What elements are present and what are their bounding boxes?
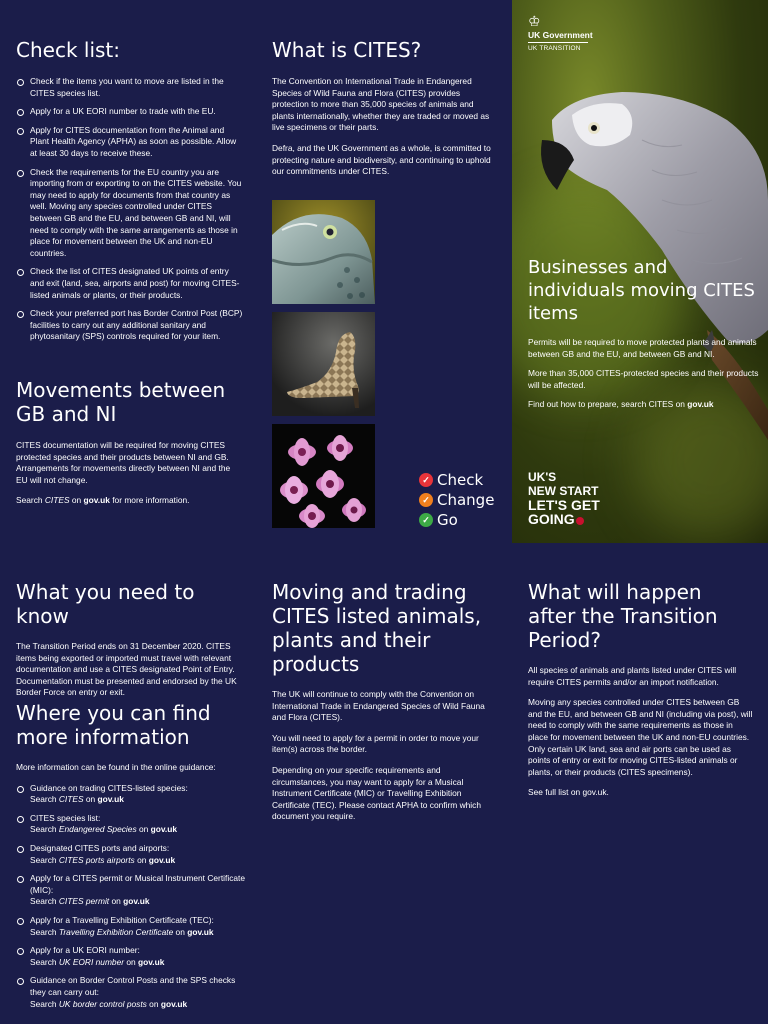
movements-body: CITES documentation will be required for moving CITES protected species and their products between NI and GB. Arrangements for movements directly between NI and the EU will not change. — [16, 440, 231, 485]
need-to-know-section — [16, 580, 246, 699]
gov-uk-link[interactable]: gov.uk — [83, 495, 110, 506]
movements-search: Search CITES on gov.uk for more information. — [16, 495, 190, 506]
gov-uk-link[interactable]: gov.uk — [97, 794, 124, 805]
what-is-cites-p2: Defra, and the UK Government as a whole, is committed to protecting nature and biodiversity, and continuing to uphold our commitments under CITES. — [272, 142, 491, 177]
check-change-go-logo — [419, 470, 494, 530]
list-item: Apply for a UK EORI number: Search UK EORI number on gov.uk — [16, 945, 246, 968]
list-item: Check if the items you want to move are listed in the CITES species list. — [16, 76, 244, 99]
hero-p2: More than 35,000 CITES-protected species and their products will be affected. — [528, 368, 759, 390]
gov-uk-link[interactable]: gov.uk — [148, 854, 176, 865]
find-info-title: Where you can find more information — [16, 701, 211, 749]
union-flag-icon — [576, 517, 584, 525]
movements-section — [16, 378, 244, 507]
list-item: Guidance on trading CITES-listed species: Search CITES on gov.uk — [16, 783, 246, 806]
list-item: Check your preferred port has Border Control Post (BCP) facilities to carry out any additional sanitary and phytosanitary (SPS) controls required for your item. — [16, 308, 244, 343]
check-icon: ✓ — [419, 473, 433, 487]
checklist-list — [16, 76, 244, 343]
after-transition-section — [528, 580, 754, 799]
list-item: Guidance on Border Control Posts and the SPS checks they can carry out: Search UK border control posts on gov.uk — [16, 975, 246, 1010]
what-is-cites-p1: The Convention on International Trade in Endangered Species of Wild Fauna and Flora (CITES) provides protection to more than 35,000 species of animals and plants internationally, whether they are traded or moved as live specimens or their parts. — [272, 76, 490, 133]
change-badge: ✓ Change — [419, 490, 494, 510]
new-start-brand: UK'S NEW START LET'S GET GOING — [528, 470, 600, 527]
list-item: Check the requirements for the EU country you are importing from or exporting to on the CITES website. You may need to apply for documents from that country as well. Moving any species controlled under CITES between GB and the EU, and between GB and NI, will need to comply with the same arrangements as those in place for movement between the UK and non-EU countries. — [16, 167, 244, 260]
gov-uk-link[interactable]: gov.uk — [160, 998, 188, 1009]
list-item: Apply for a Travelling Exhibition Certificate (TEC): Search Travelling Exhibition Certificate on gov.uk — [16, 915, 246, 938]
moving-trading-section — [272, 580, 494, 823]
snakeskin-shoe-photo — [272, 312, 375, 416]
uk-government-logo: ♔ UK Government UK TRANSITION — [528, 13, 593, 52]
gov-uk-link[interactable]: gov.uk — [150, 824, 177, 835]
gov-uk-link[interactable]: gov.uk — [138, 956, 165, 967]
list-item: Designated CITES ports and airports: Search CITES ports airports on gov.uk — [16, 843, 246, 866]
list-item: Apply for CITES documentation from the Animal and Plant Health Agency (APHA) as soon as possible. Allow at least 30 days to receive these. — [16, 125, 244, 160]
lizard-photo — [272, 200, 375, 304]
checklist-title: Check list: — [16, 38, 120, 62]
what-is-cites-title: What is CITES? — [272, 38, 422, 62]
checklist-section — [16, 38, 244, 350]
find-info-intro: More information can be found in the online guidance: — [16, 762, 216, 772]
moving-trading-p1: The UK will continue to comply with the Convention on International Trade in Endangered Species of Wild Fauna and Flora (CITES). — [272, 689, 485, 723]
after-transition-p3: See full list on gov.uk. — [528, 787, 609, 798]
gov-uk-link[interactable]: gov.uk — [687, 399, 714, 410]
hero-p1: Permits will be required to move protected plants and animals between GB and the EU, and between GB and NI. — [528, 337, 757, 359]
after-transition-title: What will happen after the Transition Period? — [528, 580, 718, 652]
hero-p3: Find out how to prepare, search CITES on gov.uk — [528, 399, 714, 410]
need-to-know-body: The Transition Period ends on 31 December 2020. CITES items being exported or imported must travel with relevant documentation and use a CITES designated Point of Entry. Documentation must be presented and endorsed by the UK Border Force on entry or exit. — [16, 641, 237, 698]
orchid-photo — [272, 424, 375, 528]
gov-uk-link[interactable]: gov.uk — [187, 926, 214, 937]
hero-panel — [512, 0, 768, 543]
after-transition-p1: All species of animals and plants listed under CITES will require CITES permits and/or an import notification. — [528, 665, 737, 687]
check-icon: ✓ — [419, 493, 433, 507]
list-item: Check the list of CITES designated UK points of entry and exit (land, sea, airports and post) for moving CITES-listed animals or plants, or their products. — [16, 266, 244, 301]
hero-text — [528, 256, 760, 419]
go-badge: ✓ Go — [419, 510, 494, 530]
crown-crest-icon: ♔ — [528, 13, 541, 29]
check-badge: ✓ Check — [419, 470, 494, 490]
hero-title: Businesses and individuals moving CITES items — [528, 257, 755, 324]
moving-trading-title: Moving and trading CITES listed animals, plants and their products — [272, 580, 482, 676]
list-item: CITES species list: Search Endangered Species on gov.uk — [16, 813, 246, 836]
list-item: Apply for a UK EORI number to trade with the EU. — [16, 106, 244, 118]
find-info-section — [16, 701, 246, 1017]
what-is-cites-section — [272, 38, 494, 178]
gov-uk-link[interactable]: gov.uk — [123, 896, 150, 907]
after-transition-p2: Moving any species controlled under CITES between GB and the EU, and between GB and NI (including via post), will need to comply with the same requirements as those in place for movement between the UK and non-EU countries. Only certain UK land, sea and air ports can be used as points of entry or exit for moving CITES-listed animals or plants, or their products (CITES specimens). — [528, 697, 753, 777]
need-to-know-title: What you need to know — [16, 580, 195, 628]
find-info-list — [16, 783, 246, 1011]
moving-trading-p3: Depending on your specific requirements and circumstances, you may want to apply for a Musical Instrument Certificate (MIC) or Travelling Exhibition Certificate (TEC). Please contact APHA to confirm which document you require. — [272, 764, 481, 822]
moving-trading-p2: You will need to apply for a permit in order to move your item(s) across the border. — [272, 732, 479, 755]
list-item: Apply for a CITES permit or Musical Instrument Certificate (MIC): Search CITES permit on gov.uk — [16, 873, 246, 908]
movements-title: Movements between GB and NI — [16, 378, 226, 426]
check-icon: ✓ — [419, 513, 433, 527]
